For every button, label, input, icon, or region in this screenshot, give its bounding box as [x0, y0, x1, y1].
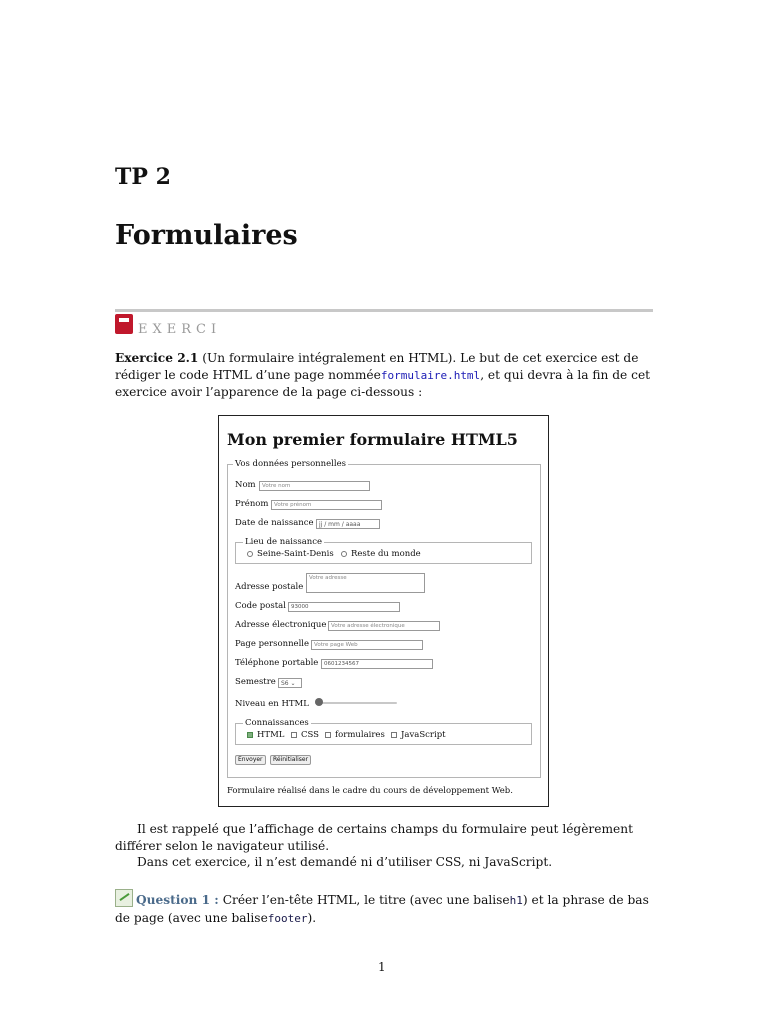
chapter-label: TP 2: [115, 164, 171, 190]
prenom-input[interactable]: Votre prénom: [271, 500, 382, 510]
naissance-label: Date de naissance: [235, 518, 314, 528]
question-tag-h1: h1: [509, 894, 523, 907]
cp-label: Code postal: [235, 601, 286, 611]
radio-label-monde: Reste du monde: [351, 549, 421, 559]
naissance-input[interactable]: jj / mm / aaaa: [316, 519, 380, 529]
checkbox-label-formulaires: formulaires: [335, 730, 385, 740]
question-text-2: ) et la phrase de bas de page (avec une balise: [115, 893, 649, 925]
semestre-label: Semestre: [235, 677, 276, 687]
send-button[interactable]: Envoyer: [235, 755, 266, 765]
page-title: Formulaires: [115, 220, 298, 251]
radio-seine-saint-denis[interactable]: [247, 551, 253, 557]
checkbox-label-html: HTML: [257, 730, 285, 740]
web-input[interactable]: Votre page Web: [311, 640, 423, 650]
semestre-select[interactable]: S6 ⌄: [278, 678, 302, 688]
fieldset-lieu-legend: Lieu de naissance: [245, 537, 323, 547]
figure-footer: Formulaire réalisé dans le cadre du cours de développement Web.: [227, 786, 513, 796]
nom-label: Nom: [235, 480, 256, 490]
checkbox-html[interactable]: [247, 732, 253, 738]
notes-paragraph: [115, 821, 655, 871]
radio-label-seine: Seine-Saint-Denis: [257, 549, 334, 559]
niveau-label: Niveau en HTML: [235, 699, 309, 709]
fieldset-connaissances-legend: Connaissances: [245, 718, 309, 728]
figure-title: Mon premier formulaire HTML5: [227, 430, 518, 449]
checkbox-css[interactable]: [291, 732, 297, 738]
note-line-1: Il est rappelé que l’affichage de certains champs du formulaire peut légèrement différer selon le navigateur utilisé.: [115, 822, 633, 853]
adresse-label: Adresse postale: [235, 582, 304, 592]
exercise-paragraph: [115, 350, 655, 401]
radio-reste-du-monde[interactable]: [341, 551, 347, 557]
form-screenshot-figure: [218, 415, 549, 807]
tel-label: Téléphone portable: [235, 658, 319, 668]
question-text-1: Créer l’en-tête HTML, le titre (avec une balise: [222, 893, 510, 907]
cp-input[interactable]: 93000: [288, 602, 400, 612]
email-input[interactable]: Votre adresse électronique: [328, 621, 440, 631]
note-line-2: Dans cet exercice, il n’est demandé ni d’utiliser CSS, ni JavaScript.: [137, 855, 553, 869]
exercise-heading: Exercice 2.1: [115, 351, 199, 365]
book-icon: [115, 314, 133, 334]
checkbox-label-css: CSS: [301, 730, 320, 740]
question-tag-footer: footer: [267, 911, 308, 925]
exercise-banner-label: EXERCI: [138, 322, 222, 337]
adresse-textarea[interactable]: Votre adresse: [306, 573, 425, 593]
question-label: Question 1 :: [136, 893, 219, 907]
reset-button[interactable]: Réinitialiser: [270, 755, 311, 765]
exercise-text-2: , et qui devra à la fin de cet exercice avoir l’apparence de la page ci-dessous :: [115, 367, 651, 399]
divider: [115, 309, 653, 312]
nom-input[interactable]: Votre nom: [259, 481, 370, 491]
fieldset-personal-legend: Vos données personnelles: [235, 459, 346, 469]
exercise-filename: formulaire.html: [380, 368, 481, 382]
semestre-value: S6: [281, 680, 289, 687]
niveau-slider-track[interactable]: [315, 702, 397, 704]
checkbox-javascript[interactable]: [391, 732, 397, 738]
exercise-text-1: Le but de cet exercice est de rédiger le code HTML d’une page nommée: [115, 351, 639, 382]
tel-input[interactable]: 0601234567: [321, 659, 433, 669]
checkbox-label-javascript: JavaScript: [401, 730, 446, 740]
pencil-note-icon: [115, 889, 133, 907]
prenom-label: Prénom: [235, 499, 269, 509]
checkbox-formulaires[interactable]: [325, 732, 331, 738]
email-label: Adresse électronique: [235, 620, 327, 630]
exercise-subtitle: (Un formulaire intégralement en HTML).: [202, 351, 457, 365]
web-label: Page personnelle: [235, 639, 310, 649]
niveau-slider-thumb[interactable]: [315, 698, 323, 706]
page-number: 1: [378, 960, 386, 974]
question-text-3: ).: [307, 910, 317, 925]
question-paragraph: [115, 889, 655, 927]
